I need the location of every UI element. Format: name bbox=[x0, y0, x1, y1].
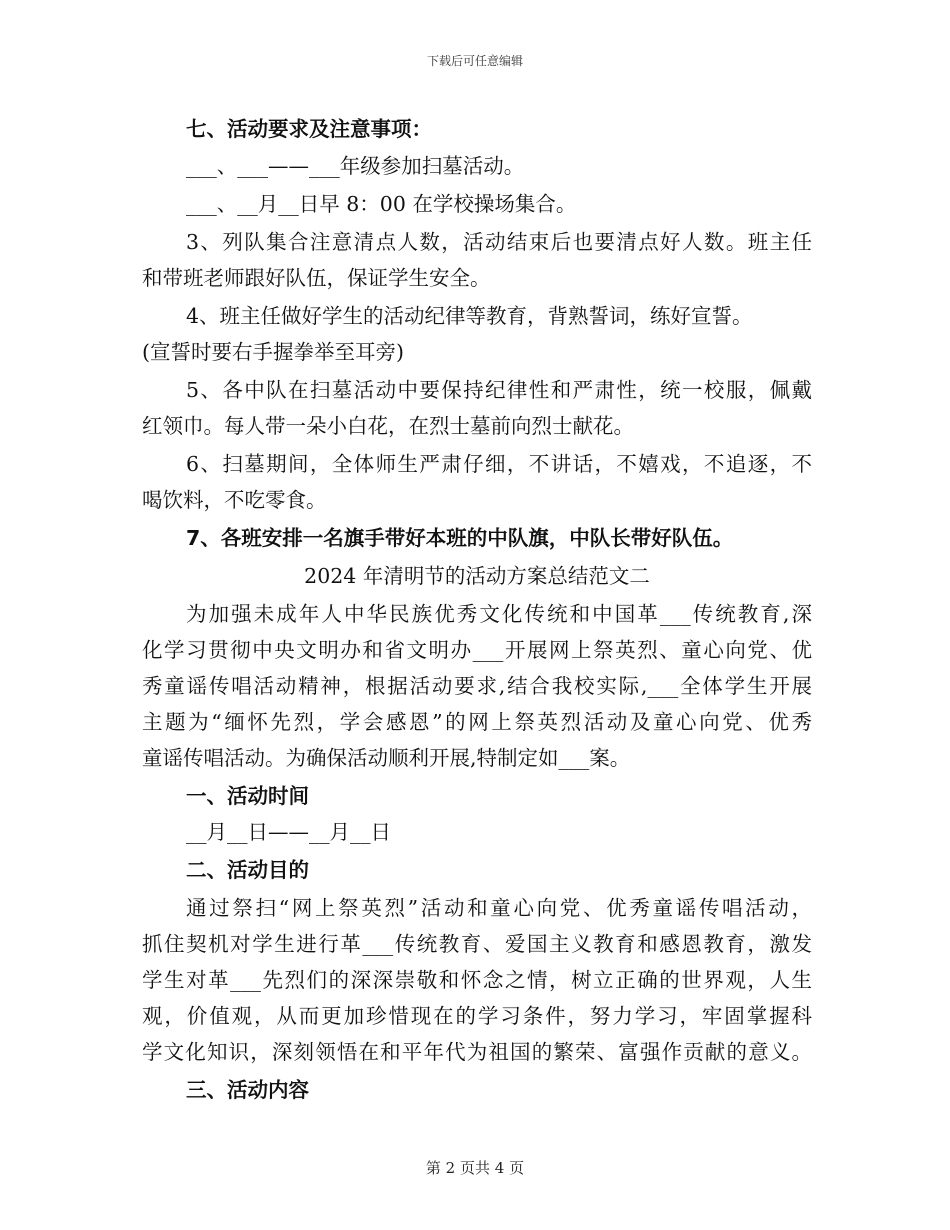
section-2-heading: 二、活动目的 bbox=[186, 858, 309, 882]
requirement-item-1: ___、___——___年级参加扫墓活动。 bbox=[186, 154, 525, 178]
requirement-item-2: ___、__月__日早 8：00 在学校操场集合。 bbox=[186, 192, 577, 216]
purpose-line-2: 抓住契机对学生进行革___传统教育、爱国主义教育和感恩教育，激发 bbox=[142, 932, 812, 956]
intro-line-2: 化学习贯彻中央文明办和省文明办___开展网上祭英烈、童心向党、优 bbox=[142, 638, 812, 662]
document-title: 2024 年清明节的活动方案总结范文二 bbox=[304, 564, 650, 588]
page-footer: 第 2 页共 4 页 bbox=[425, 1159, 525, 1177]
section-7-heading: 七、活动要求及注意事项： bbox=[186, 117, 432, 141]
intro-line-5: 童谣传唱活动。为确保活动顺利开展,特制定如___案。 bbox=[142, 746, 631, 770]
requirement-item-3-line-2: 和带班老师跟好队伍，保证学生安全。 bbox=[142, 266, 491, 290]
intro-line-1: 为加强未成年人中华民族优秀文化传统和中国革___传统教育,深 bbox=[186, 602, 812, 626]
requirement-item-5-line-1: 5、各中队在扫墓活动中要保持纪律性和严肃性，统一校服，佩戴 bbox=[186, 378, 812, 402]
requirement-item-6-line-1: 6、扫墓期间，全体师生严肃仔细，不讲话，不嬉戏，不追逐，不 bbox=[186, 452, 812, 476]
requirement-item-3-line-1: 3、列队集合注意清点人数，活动结束后也要清点好人数。班主任 bbox=[186, 230, 812, 254]
section-1-heading: 一、活动时间 bbox=[186, 784, 309, 808]
intro-line-3: 秀童谣传唱活动精神，根据活动要求,结合我校实际,___全体学生开展 bbox=[142, 674, 812, 698]
requirement-item-6-line-2: 喝饮料，不吃零食。 bbox=[142, 488, 327, 512]
purpose-line-5: 学文化知识，深刻领悟在和平年代为祖国的繁荣、富强作贡献的意义。 bbox=[142, 1040, 812, 1064]
activity-time: __月__日——__月__日 bbox=[186, 820, 391, 844]
document-body bbox=[142, 110, 812, 1108]
purpose-line-3: 学生对革___先烈们的深深崇敬和怀念之情，树立正确的世界观，人生 bbox=[142, 968, 812, 992]
requirement-item-5-line-2: 红领巾。每人带一朵小白花，在烈士墓前向烈士献花。 bbox=[142, 414, 634, 438]
requirement-item-4-line-1: 4、班主任做好学生的活动纪律等教育，背熟誓词，练好宣誓。 bbox=[186, 304, 753, 328]
purpose-line-4: 观，价值观，从而更加珍惜现在的学习条件，努力学习，牢固掌握科 bbox=[142, 1004, 812, 1028]
requirement-item-4-line-2: (宣誓时要右手握拳举至耳旁) bbox=[142, 340, 404, 364]
purpose-line-1: 通过祭扫“网上祭英烈”活动和童心向党、优秀童谣传唱活动， bbox=[186, 896, 812, 920]
section-3-heading: 三、活动内容 bbox=[186, 1078, 309, 1102]
page-header: 下载后可任意编辑 bbox=[426, 54, 523, 68]
requirement-item-7: 7、各班安排一名旗手带好本班的中队旗，中队长带好队伍。 bbox=[186, 526, 734, 550]
intro-line-4: 主题为“缅怀先烈，学会感恩”的网上祭英烈活动及童心向党、优秀 bbox=[142, 710, 812, 734]
